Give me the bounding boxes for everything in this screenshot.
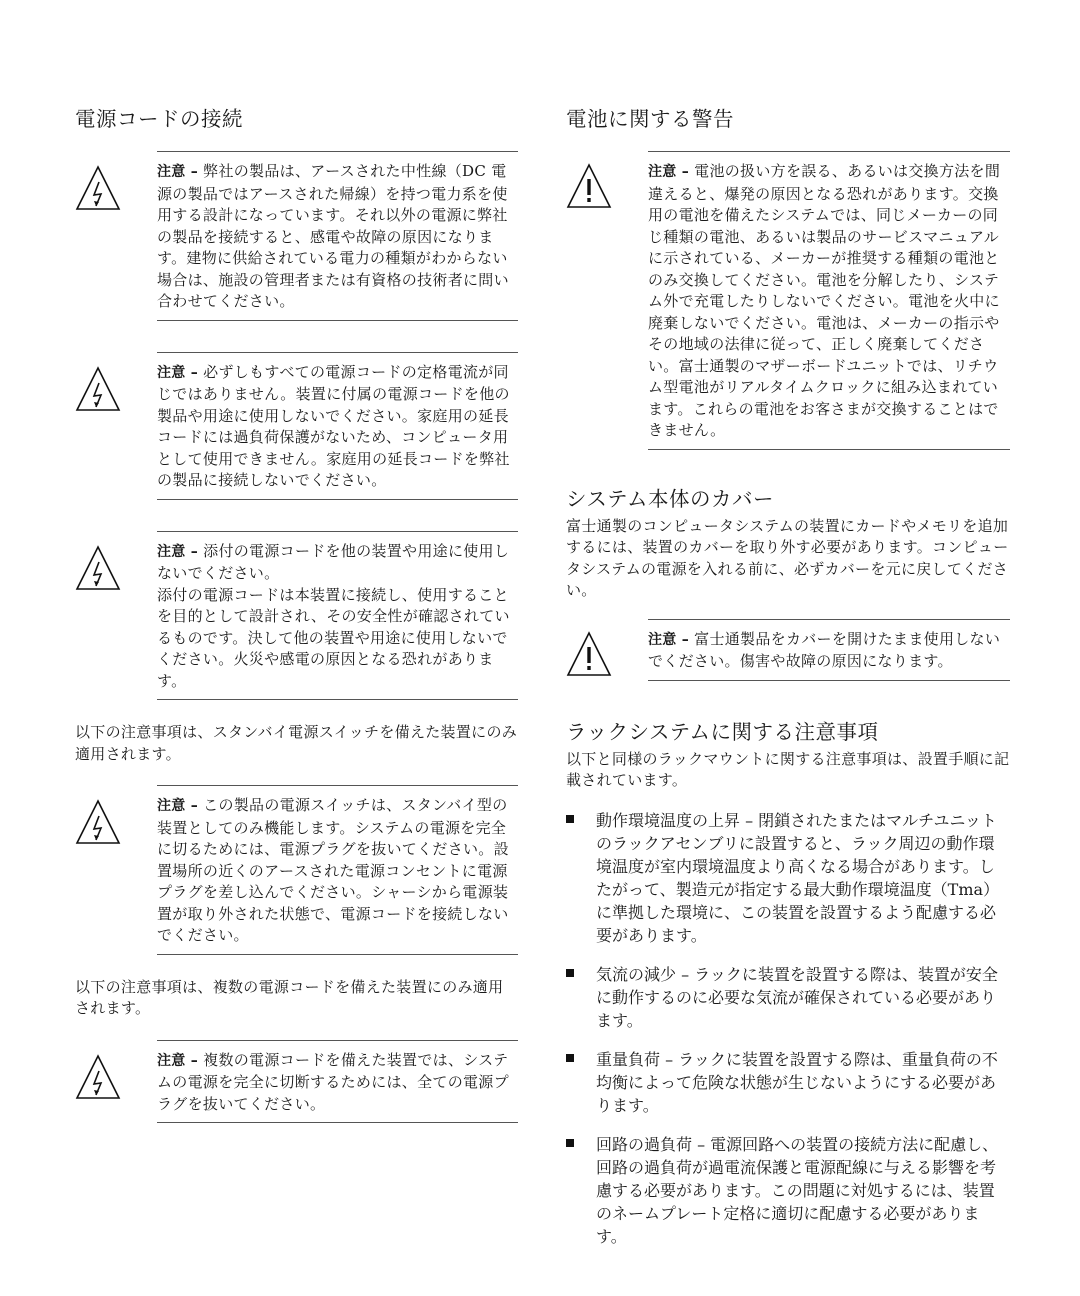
caution-text: この製品の電源スイッチは、スタンバイ型の装置としてのみ機能します。システムの電源を完全に切るためには、電源プラグを抜いてください。設置場所の近くのアースされた電源コンセントに電源プラグを差し込んでください。シャーシから電源装置が取り外された状態で、電源コードを接続しないでください。 [157, 796, 509, 944]
caution-label: 注意 – [157, 798, 199, 814]
section-heading-rack: ラックシステムに関する注意事項 [566, 719, 879, 744]
bullet-square-icon [566, 1054, 574, 1062]
caution-text: 添付の電源コードを他の装置や用途に使用しないでください。 [157, 541, 510, 582]
bullet-square-icon [566, 969, 574, 977]
caution-label: 注意 – [648, 631, 690, 648]
list-item: 気流の減少 – ラックに装置を設置する際は、装置が安全に動作するのに必要な気流が確保されている必要があります。 [566, 962, 1010, 1031]
left-column [75, 104, 518, 1123]
caution-text: 複数の電源コードを備えた装置では、システムの電源を完全に切断するためには、全ての電源プラグを抜いてください。 [157, 1050, 509, 1113]
caution-label: 注意 – [157, 1052, 199, 1069]
rack-caution-list [566, 808, 1010, 1247]
caution-notice [75, 531, 518, 701]
electrical-hazard-icon [75, 1054, 121, 1100]
electrical-hazard-icon [75, 545, 121, 591]
cover-paragraph: 富士通製のコンピュータシステムの装置にカードやメモリを追加するには、装置のカバーを取り外す必要があります。コンピュータシステムの電源を入れる前に、必ずカバーを元に戻してください。 [566, 516, 1009, 599]
applicability-note-standby: 以下の注意事項は、スタンバイ電源スイッチを備えた装置にのみ適用されます。 [75, 723, 518, 763]
caution-notice [75, 151, 518, 321]
caution-label: 注意 – [648, 164, 690, 180]
caution-text-continued: 添付の電源コードは本装置に接続し、使用することを目的として設計され、その安全性が確認されているものです。決して他の装置や用途に使用しないでください。火災や感電の原因となる恐れがあります。 [157, 585, 510, 690]
electrical-hazard-icon [75, 799, 121, 845]
caution-notice [75, 1040, 518, 1124]
section-heading-battery: 電池に関する警告 [566, 107, 734, 131]
caution-text: 電池の扱い方を誤る、あるいは交換方法を間違えると、爆発の原因となる恐れがあります。交換用の電池を備えたシステムでは、同じメーカーの同じ種類の電池、あるいは製品のサービスマニュアルに示されている、メーカーが推奨する種類の電池とのみ交換してください。電池を分解したり、システム外で充電したりしないでください。電池を火中に廃棄しないでください。電池は、メーカーの指示やその地域の法律に従って、正しく廃棄してください。富士通製のマザーボードユニットでは、リチウム型電池がリアルタイムクロックに組み込まれています。これらの電池をお客さまが交換することはできません。 [648, 162, 1001, 439]
applicability-note-multi-cord: 以下の注意事項は、複数の電源コードを備えた装置にのみ適用されます。 [75, 977, 504, 1017]
bullet-square-icon [566, 815, 574, 823]
electrical-hazard-icon [75, 366, 121, 412]
caution-icon [566, 163, 612, 209]
list-item: 重量負荷 – ラックに装置を設置する際は、重量負荷の不均衡によって危険な状態が生じないようにする必要があります。 [566, 1047, 1010, 1116]
caution-text: 必ずしもすべての電源コードの定格電流が同じではありません。装置に付属の電源コードを他の製品や用途に使用しないでください。家庭用の延長コードには過負荷保護がないため、コンピュータ用として使用できません。家庭用の延長コードを弊社の製品に接続しないでください。 [157, 362, 510, 489]
caution-text: 富士通製品をカバーを開けたまま使用しないでください。傷害や故障の原因になります。 [648, 629, 1001, 670]
rack-intro-paragraph: 以下と同様のラックマウントに関する注意事項は、設置手順に記載されています。 [566, 749, 1010, 789]
caution-notice [75, 352, 518, 500]
section-heading-cover: システム本体のカバー [566, 486, 774, 511]
caution-notice [75, 785, 518, 955]
list-item: 動作環境温度の上昇 – 閉鎖されたまたはマルチユニットのラックアセンブリに設置すると、ラック周辺の動作環境温度が室内環境温度より高くなる場合があります。したがって、製造元が指定する最大動作環境温度（Tma）に準拠した環境に、この装置を設置するよう配慮する必要があります。 [566, 808, 1010, 946]
caution-label: 注意 – [157, 364, 199, 381]
caution-icon [566, 631, 612, 677]
bullet-square-icon [566, 1139, 574, 1147]
list-item: 回路の過負荷 – 電源回路への装置の接続方法に配慮し、回路の過負荷が過電流保護と電源配線に与える影響を考慮する必要があります。この問題に対処するには、装置のネームプレート定格に適切に配慮する必要があります。 [566, 1132, 1010, 1247]
caution-label: 注意 – [157, 164, 199, 180]
right-column [566, 104, 1010, 1263]
caution-notice [566, 151, 1010, 450]
caution-text: 弊社の製品は、アースされた中性線（DC 電源の製品ではアースされた帰線）を持つ電力系を使用する設計になっています。それ以外の電源に弊社の製品を接続すると、感電や故障の原因になります。建物に供給されている電力の種類がわからない場合は、施設の管理者または有資格の技術者に問い合わせてください。 [157, 162, 509, 310]
caution-label: 注意 – [157, 543, 199, 560]
caution-notice [566, 619, 1010, 681]
section-heading-power-cord: 電源コードの接続 [75, 107, 243, 131]
electrical-hazard-icon [75, 165, 121, 211]
